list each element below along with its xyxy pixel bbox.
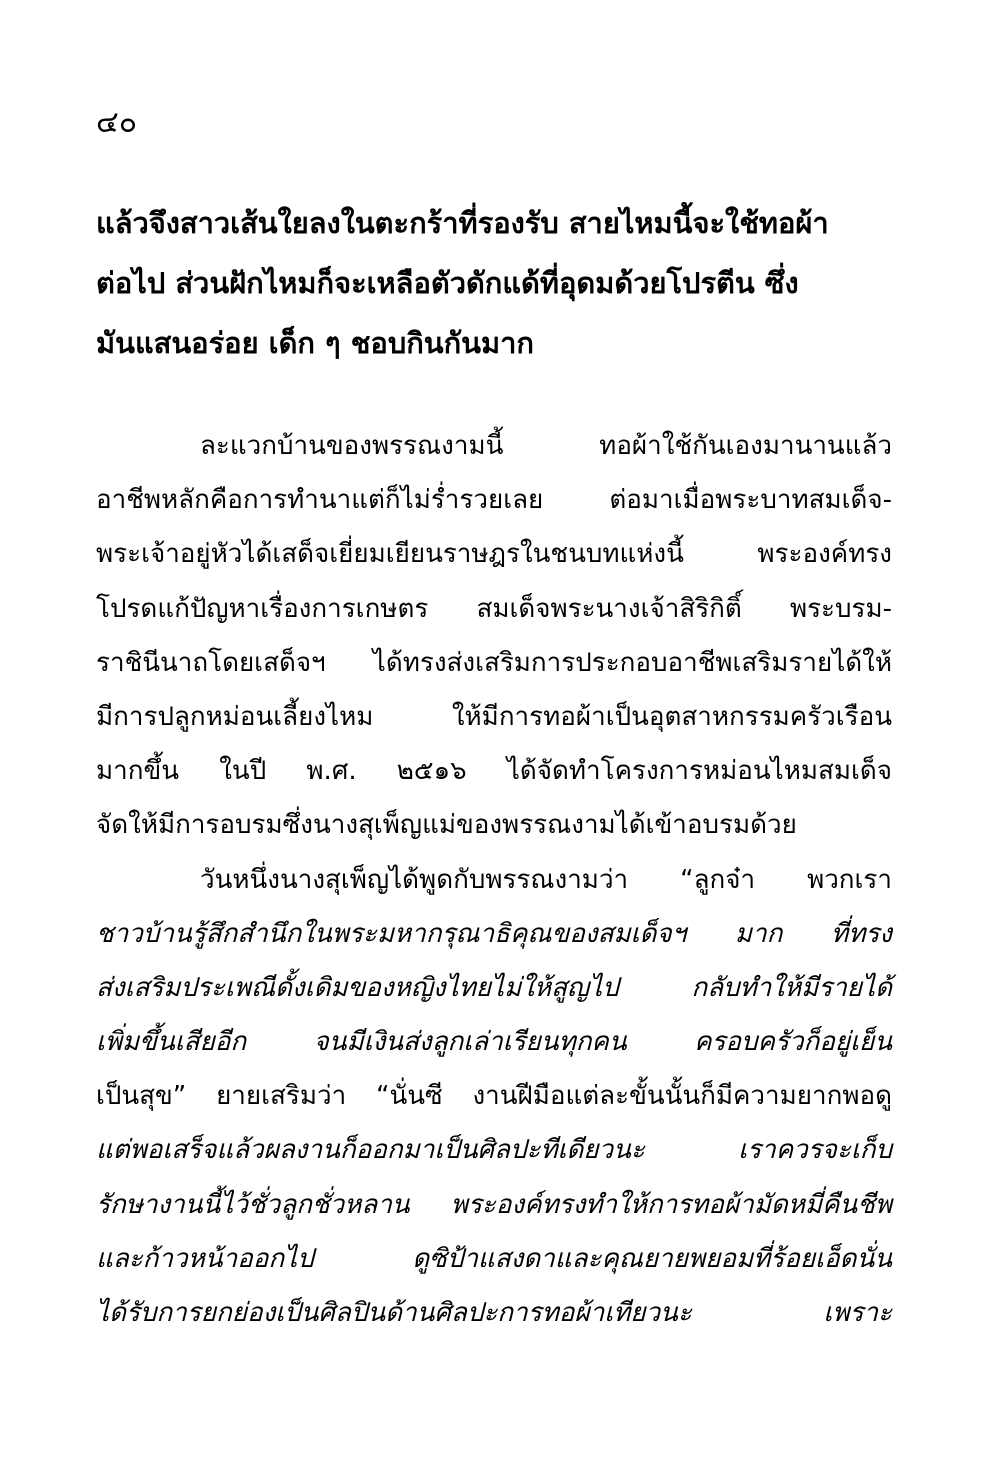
body-line: เป็นสุข” ยายเสริมว่า “นั่นซี งานฝีมือแต่ละขั้นนั้นก็มีความยากพอดู	[96, 1081, 892, 1112]
bold-paragraph-line: ต่อไป ส่วนฝักไหมก็จะเหลือตัวดักแด้ที่อุดมด้วยโปรตีน ซึ่ง	[96, 266, 799, 300]
body-text	[96, 425, 892, 1346]
body-line: ชาวบ้านรู้สึกสำนึกในพระมหากรุณาธิคุณของสมเด็จฯ มาก ที่ทรง	[96, 918, 892, 949]
bold-paragraph	[96, 196, 892, 376]
body-line: ละแวกบ้านของพรรณงามนี้ ทอผ้าใช้กันเองมานานแล้ว	[200, 431, 892, 461]
body-line: วันหนึ่งนางสุเพ็ญได้พูดกับพรรณงามว่า “ลูกจ๋า พวกเรา	[200, 864, 892, 895]
body-line: มากขึ้น ในปี พ.ศ. ๒๕๑๖ ได้จัดทำโครงการหม่อนไหมสมเด็จ	[96, 756, 892, 787]
body-line: โปรดแก้ปัญหาเรื่องการเกษตร สมเด็จพระนางเจ้าสิริกิติ์ พระบรม-	[96, 593, 892, 624]
body-line: แต่พอเสร็จแล้วผลงานก็ออกมาเป็นศิลปะทีเดียวนะ เราควรจะเก็บ	[96, 1135, 892, 1166]
body-line: มีการปลูกหม่อนเลี้ยงไหม ให้มีการทอผ้าเป็นอุตสาหกรรมครัวเรือน	[96, 701, 892, 732]
bold-paragraph-line: มันแสนอร่อย เด็ก ๆ ชอบกินกันมาก	[96, 326, 534, 360]
body-line: จัดให้มีการอบรมซึ่งนางสุเพ็ญแม่ของพรรณงามได้เข้าอบรมด้วย	[96, 810, 797, 841]
body-line: ราชินีนาถโดยเสด็จฯ ได้ทรงส่งเสริมการประกอบอาชีพเสริมรายได้ให้	[96, 647, 892, 678]
page-number: ๔๐	[96, 105, 138, 140]
body-line: เพิ่มขึ้นเสียอีก จนมีเงินส่งลูกเล่าเรียนทุกคน ครอบครัวก็อยู่เย็น	[96, 1027, 892, 1058]
body-line: ได้รับการยกย่องเป็นศิลปินด้านศิลปะการทอผ้าเทียวนะ เพราะ	[96, 1298, 892, 1328]
bold-paragraph-line: แล้วจึงสาวเส้นใยลงในตะกร้าที่รองรับ สายไหมนี้จะใช้ทอผ้า	[96, 206, 829, 240]
body-line: และก้าวหน้าออกไป ดูซิป้าแสงดาและคุณยายพยอมที่ร้อยเอ็ดนั่น	[96, 1243, 892, 1274]
body-line: ส่งเสริมประเพณีดั้งเดิมของหญิงไทยไม่ให้สูญไป กลับทำให้มีรายได้	[96, 972, 892, 1003]
body-line: อาชีพหลักคือการทำนาแต่ก็ไม่ร่ำรวยเลย ต่อมาเมื่อพระบาทสมเด็จ-	[96, 485, 892, 516]
body-line: พระเจ้าอยู่หัวได้เสด็จเยี่ยมเยียนราษฎรในชนบทแห่งนี้ พระองค์ทรง	[96, 539, 892, 570]
body-line: รักษางานนี้ไว้ชั่วลูกชั่วหลาน พระองค์ทรงทำให้การทอผ้ามัดหมี่คืนชีพ	[96, 1189, 892, 1220]
